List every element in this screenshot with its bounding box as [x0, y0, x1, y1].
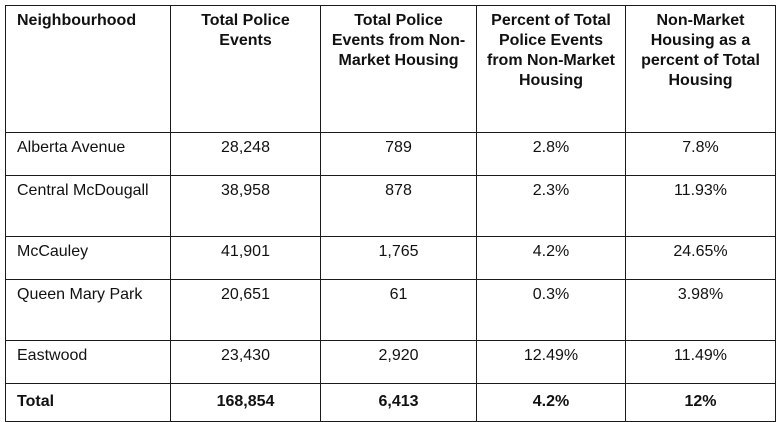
cell-housing-percent: 24.65% — [626, 237, 776, 280]
total-percent-events: 4.2% — [477, 384, 626, 422]
total-events: 168,854 — [171, 384, 321, 422]
table-row — [6, 280, 776, 341]
cell-total-events: 20,651 — [171, 280, 321, 341]
cell-neighbourhood: Eastwood — [6, 341, 171, 384]
cell-total-events: 41,901 — [171, 237, 321, 280]
table-row — [6, 133, 776, 176]
header-non-market-housing-percent: Non-Market Housing as a percent of Total Housing — [626, 6, 776, 133]
cell-housing-percent: 11.93% — [626, 176, 776, 237]
total-label: Total — [6, 384, 171, 422]
cell-housing-percent: 3.98% — [626, 280, 776, 341]
header-events-non-market: Total Police Events from Non-Market Housing — [321, 6, 477, 133]
cell-events-non-market: 61 — [321, 280, 477, 341]
cell-events-non-market: 2,920 — [321, 341, 477, 384]
cell-housing-percent: 11.49% — [626, 341, 776, 384]
total-events-non-market: 6,413 — [321, 384, 477, 422]
header-percent-events-non-market: Percent of Total Police Events from Non-Market Housing — [477, 6, 626, 133]
cell-neighbourhood: Central McDougall — [6, 176, 171, 237]
cell-total-events: 23,430 — [171, 341, 321, 384]
cell-neighbourhood: Queen Mary Park — [6, 280, 171, 341]
cell-percent-events: 0.3% — [477, 280, 626, 341]
header-total-police-events: Total Police Events — [171, 6, 321, 133]
cell-total-events: 28,248 — [171, 133, 321, 176]
cell-percent-events: 4.2% — [477, 237, 626, 280]
cell-events-non-market: 878 — [321, 176, 477, 237]
cell-percent-events: 2.8% — [477, 133, 626, 176]
cell-total-events: 38,958 — [171, 176, 321, 237]
table-row — [6, 341, 776, 384]
cell-percent-events: 12.49% — [477, 341, 626, 384]
cell-events-non-market: 1,765 — [321, 237, 477, 280]
cell-neighbourhood: McCauley — [6, 237, 171, 280]
cell-events-non-market: 789 — [321, 133, 477, 176]
header-row — [6, 6, 776, 133]
table-row — [6, 237, 776, 280]
header-neighbourhood: Neighbourhood — [6, 6, 171, 133]
cell-housing-percent: 7.8% — [626, 133, 776, 176]
cell-percent-events: 2.3% — [477, 176, 626, 237]
total-row — [6, 384, 776, 422]
table-row — [6, 176, 776, 237]
total-housing-percent: 12% — [626, 384, 776, 422]
police-events-table — [5, 5, 776, 422]
cell-neighbourhood: Alberta Avenue — [6, 133, 171, 176]
